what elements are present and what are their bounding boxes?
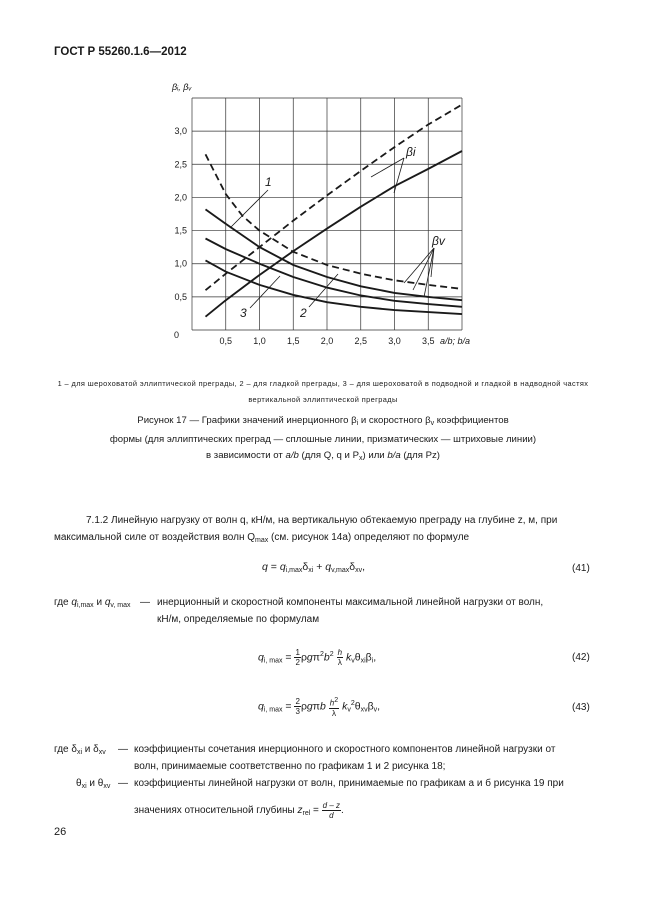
definition-term: где $q_{i,max}$ и $q_{v, max}$ [54,597,131,609]
x-tick-label: 2,5 [354,336,368,346]
definition-term: где $\delta_{xi}$ и $\delta_{xv}$ [54,744,106,756]
curve-label-1: 1 [265,175,272,189]
section-paragraph [54,512,594,549]
definition-text-line2: волн, принимаемые соответственно по графикам 1 и 2 рисунка 18; [134,761,446,772]
definition-dash: — [118,744,128,755]
page-number: 26 [54,826,67,838]
x-axis-label: a/b; b/a [440,336,471,346]
x-tick-label: 3,5 [421,336,435,346]
origin-label: 0 [174,330,180,340]
figure-caption-line2: формы (для эллиптических преград — сплошные линии, призматических — штриховые линии) [109,434,537,445]
paragraph-line1: 7.1.2 Линейную нагрузку от волн q, кН/м, на вертикальную обтекаемую преграду на глубине z, м, при [86,515,558,526]
leader-line [250,276,280,308]
equation-42: $q_{i, max}$ = $\frac{1}{2}$ $\rho g\pi^2b^2$ $\frac{h}{\lambda}$ $k_v\theta_{xi}\beta_i$, [258,648,377,667]
y-axis-label: βᵢ, βᵥ [172,82,192,92]
equation-42-number: (42) [572,652,590,663]
x-tick-label: 2,0 [320,336,334,346]
y-tick-label: 2,0 [174,192,187,203]
figure-caption-line3: в зависимости от a/b (для Q, q и $P_x$) или b/a (для Pz) [206,450,440,462]
x-tick-label: 0,5 [219,336,233,346]
definition-q-components [54,594,594,630]
figure-caption-line1: Рисунок 17 — Графики значений инерционного $\beta_i$ и скоростного $\beta_v$ коэффициентов [137,415,509,427]
definition-text-line2: значениях относительной глубины $z_{rel}$ = $\frac{d - z}{d}$ . [134,801,344,820]
series-line [206,151,463,317]
y-tick-label: 3,0 [174,126,187,137]
leader-line [424,248,434,297]
y-tick-label: 2,5 [174,159,187,170]
x-tick-label: 3,0 [388,336,401,346]
curve-label-3: 3 [240,306,247,320]
definition-dash: — [118,778,128,789]
y-tick-label: 1,0 [174,258,187,269]
y-tick-label: 1,5 [174,225,187,236]
x-tick-label: 1,0 [253,336,266,346]
equation-41: $q = q_{i,max}\delta_{xi} + q_{v,max}\delta_{xv}$, [262,561,366,574]
definition-text-line2: кН/м, определяемые по формулам [157,614,320,625]
paragraph-line2: максимальной силе от воздействия волн $Q_{max}$ (см. рисунок 14а) определяют по формуле [54,532,470,544]
definition-text-line1: коэффициенты линейной нагрузки от волн, принимаемые по графикам а и б рисунка 19 при [134,778,564,789]
figure-legend-note: 1 – для шероховатой эллиптической преграды, 2 – для гладкой преграды, 3 – для шероховатой в подводной и гладкой в надводной частях вертикальной эллиптической преграды [57,379,589,404]
equation-43-number: (43) [572,702,590,713]
y-tick-label: 0,5 [174,291,187,302]
definition-delta [54,741,594,777]
curve-label-2: 2 [300,306,307,320]
definition-text-line1: коэффициенты сочетания инерционного и скоростного компонентов линейной нагрузки от [134,744,556,755]
beta-i-label: βi [406,145,416,159]
beta-v-label: βv [432,234,445,248]
equation-41-number: (41) [572,563,590,574]
beta-chart [0,0,646,360]
definition-theta [54,775,594,825]
definition-term: $\theta_{xi}$ и $\theta_{xv}$ [76,778,111,790]
figure-caption [40,413,606,467]
document-header: ГОСТ Р 55260.1.6—2012 [54,46,187,58]
definition-text-line1: инерционный и скоростной компоненты максимальной линейной нагрузки от волн, [157,597,544,608]
x-tick-label: 1,5 [286,336,300,346]
definition-dash: — [140,597,150,608]
equation-43: $q_{i, max}$ = $\frac{2}{3}$ ρgπb $\frac{h^2}{\lambda}$ $k_v^2\theta_{xv}\beta_v$, [258,697,381,718]
